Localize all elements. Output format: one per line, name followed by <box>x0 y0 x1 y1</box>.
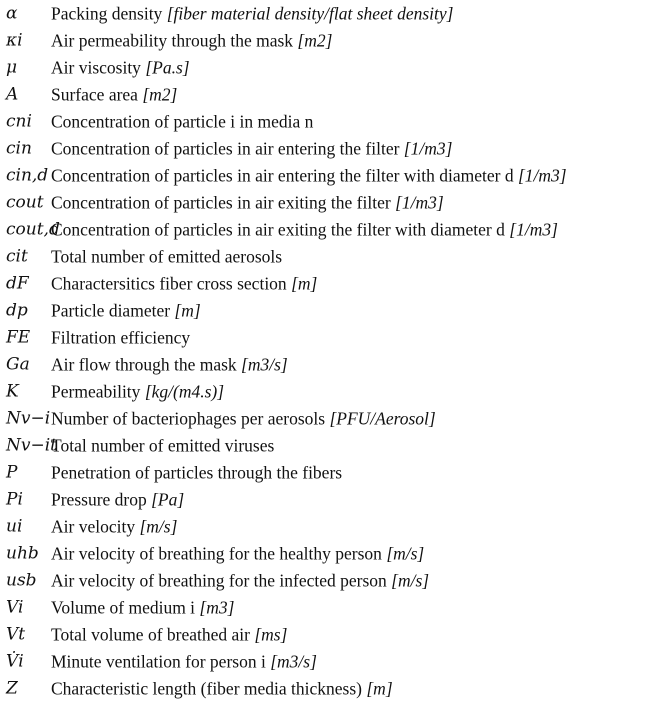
unit: [m/s] <box>386 543 425 564</box>
description <box>51 327 191 348</box>
list-item <box>0 568 646 595</box>
list-item <box>0 217 646 244</box>
list-item <box>0 190 646 217</box>
description-text: Volume of medium i <box>51 597 200 618</box>
unit: [1/m3] <box>518 165 567 186</box>
symbol: uhb <box>6 543 39 564</box>
list-item <box>0 163 646 190</box>
list-item <box>0 136 646 163</box>
unit: [kg/(m4.s)] <box>144 381 225 402</box>
description <box>51 84 178 105</box>
description-text: Air viscosity <box>51 57 146 78</box>
symbol: Nv−i <box>6 408 51 429</box>
description <box>51 543 425 564</box>
description <box>51 651 317 672</box>
symbol: dp <box>6 300 28 321</box>
description-text: Concentration of particles in air entering the filter <box>51 138 404 159</box>
symbol: P <box>6 462 18 483</box>
description-text: Air permeability through the mask <box>51 30 298 51</box>
description <box>51 192 444 213</box>
symbol: Vt <box>6 624 26 645</box>
description-text: Number of bacteriophages per aerosols <box>51 408 330 429</box>
unit: [Pa.s] <box>145 57 190 78</box>
symbol: ui <box>6 516 23 537</box>
list-item <box>0 622 646 649</box>
description-text: Concentration of particles in air exiting the filter with diameter d <box>51 219 510 240</box>
symbol: Ga <box>6 354 30 375</box>
description <box>51 354 288 375</box>
unit: [m/s] <box>391 570 430 591</box>
symbol: cout <box>6 192 44 213</box>
unit: [1/m3] <box>403 138 453 159</box>
unit: [PFU/Aerosol] <box>329 408 436 429</box>
list-item <box>0 676 646 703</box>
unit: [Pa] <box>151 489 185 510</box>
list-item <box>0 325 646 352</box>
description-text: Filtration efficiency <box>51 327 191 348</box>
list-item <box>0 406 646 433</box>
symbol: cout,d <box>6 219 60 240</box>
description <box>51 111 314 132</box>
symbol: Vi <box>6 597 24 618</box>
symbol: cni <box>6 111 32 132</box>
description-text: Penetration of particles through the fibers <box>51 462 343 483</box>
description <box>51 165 567 186</box>
description-text: Surface area <box>51 84 143 105</box>
unit: [m] <box>366 678 393 699</box>
description <box>51 300 201 321</box>
description-text: Concentration of particles in air exiting the filter <box>51 192 396 213</box>
list-item <box>0 244 646 271</box>
description <box>51 138 453 159</box>
symbol: usb <box>6 570 37 591</box>
description <box>51 462 343 483</box>
description-text: Air velocity of breathing for the healthy person <box>51 543 387 564</box>
list-item <box>0 298 646 325</box>
description-text: Characteristic length (fiber media thickness) <box>51 678 367 699</box>
unit: [1/m3] <box>509 219 558 240</box>
unit: [m3] <box>199 597 235 618</box>
list-item <box>0 649 646 676</box>
description-text: Pressure drop <box>51 489 152 510</box>
description <box>51 570 430 591</box>
description <box>51 489 185 510</box>
symbol: α <box>6 3 18 24</box>
description-text: Total volume of breathed air <box>51 624 255 645</box>
description <box>51 30 333 51</box>
list-item <box>0 82 646 109</box>
description <box>51 597 235 618</box>
description <box>51 381 225 402</box>
list-item <box>0 514 646 541</box>
description <box>51 624 288 645</box>
description <box>51 246 283 267</box>
description <box>51 516 178 537</box>
list-item <box>0 28 646 55</box>
symbol: cin <box>6 138 32 159</box>
symbol: Z <box>6 678 18 699</box>
symbol: cit <box>6 246 28 267</box>
symbol: Nv−it <box>6 435 57 456</box>
list-item <box>0 352 646 379</box>
description-text: Total number of emitted aerosols <box>51 246 283 267</box>
description-text: Packing density <box>51 3 167 24</box>
description-text: Air velocity <box>51 516 140 537</box>
description <box>51 435 275 456</box>
description <box>51 408 436 429</box>
description <box>51 273 318 294</box>
list-item <box>0 595 646 622</box>
description <box>51 57 190 78</box>
unit: [m] <box>174 300 201 321</box>
description-text: Air flow through the mask <box>51 354 242 375</box>
description-text: Minute ventilation for person i <box>51 651 271 672</box>
list-item <box>0 460 646 487</box>
description-text: Concentration of particles in air entering the filter with diameter d <box>51 165 518 186</box>
unit: [1/m3] <box>395 192 444 213</box>
unit: [m2] <box>297 30 333 51</box>
symbol: dF <box>6 273 29 294</box>
symbol: K <box>6 381 19 402</box>
symbol: FE <box>6 327 31 348</box>
list-item <box>0 487 646 514</box>
description <box>51 219 558 240</box>
unit: [m] <box>291 273 318 294</box>
unit: [m/s] <box>139 516 178 537</box>
list-item <box>0 1 646 28</box>
symbol: κi <box>6 30 23 51</box>
symbol: cin,d <box>6 165 49 186</box>
description-text: Concentration of particle i in media n <box>51 111 314 132</box>
description-text: Permeability <box>51 381 145 402</box>
symbol: μ <box>6 57 18 78</box>
symbol: A <box>6 84 19 105</box>
list-item <box>0 541 646 568</box>
unit: [m3/s] <box>270 651 317 672</box>
description <box>51 3 454 24</box>
list-item <box>0 271 646 298</box>
description-text: Total number of emitted viruses <box>51 435 275 456</box>
list-item <box>0 109 646 136</box>
description-text: Charactersitics fiber cross section <box>51 273 292 294</box>
description-text: Air velocity of breathing for the infected person <box>51 570 392 591</box>
description <box>51 678 393 699</box>
list-item <box>0 55 646 82</box>
unit: [m2] <box>142 84 178 105</box>
unit: [m3/s] <box>241 354 288 375</box>
list-item <box>0 433 646 460</box>
symbol: Pi <box>6 489 23 510</box>
unit: [fiber material density/flat sheet density] <box>166 3 454 24</box>
symbol: V̇i <box>6 651 24 672</box>
unit: [ms] <box>254 624 288 645</box>
list-item <box>0 379 646 406</box>
description-text: Particle diameter <box>51 300 175 321</box>
